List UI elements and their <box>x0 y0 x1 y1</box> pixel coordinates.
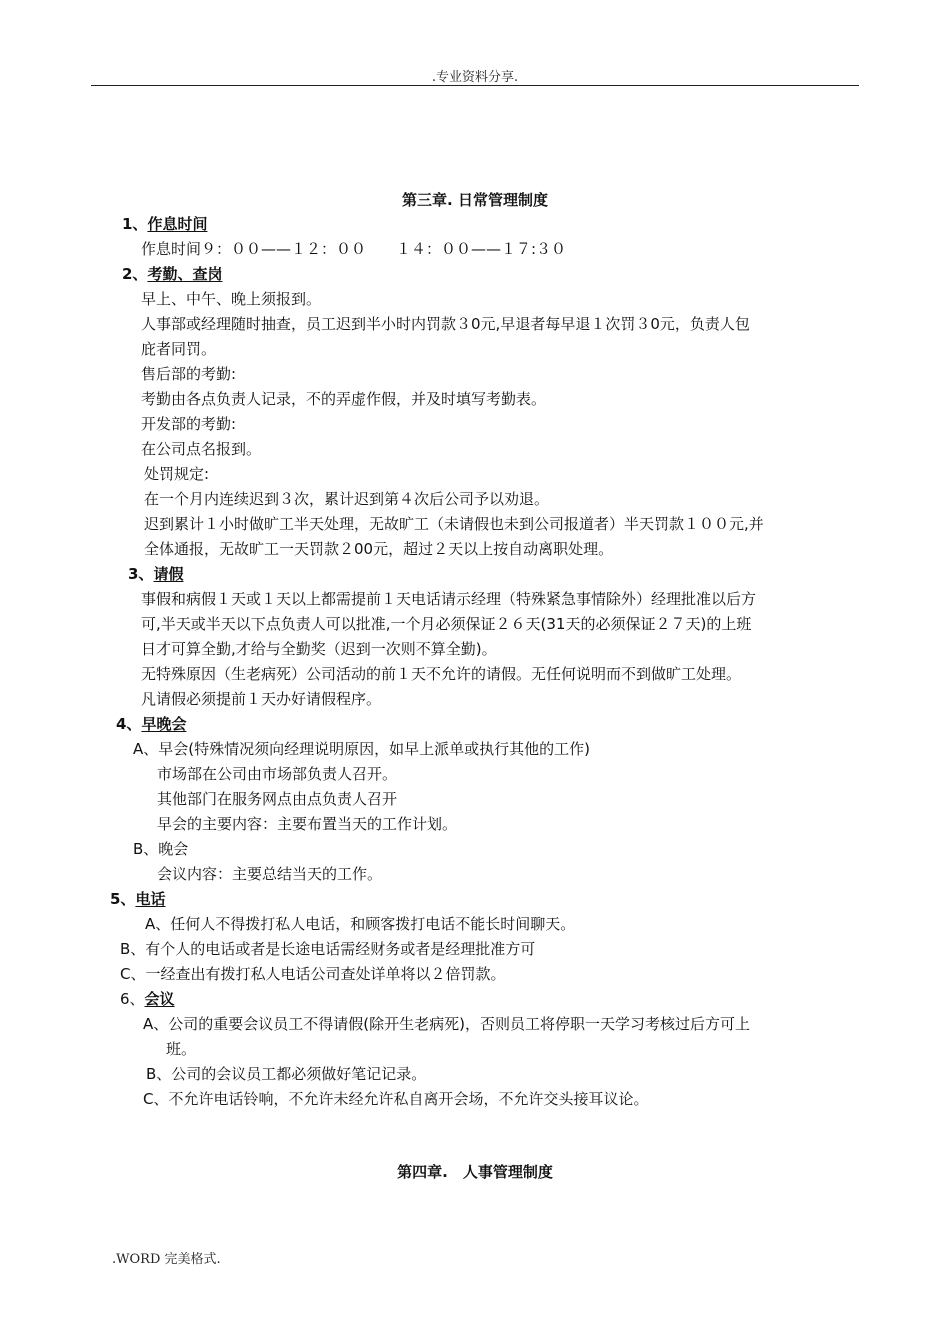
section-4-line: 早会的主要内容：主要布置当天的工作计划。 <box>157 815 458 833</box>
section-6-title: 会议 <box>144 990 175 1008</box>
section-6-line: C、不允许电话铃响，不允许未经允许私自离开会场，不允许交头接耳议论。 <box>143 1090 649 1108</box>
section-5-number: 5、 <box>110 890 136 908</box>
section-2-line: 庇者同罚。 <box>141 340 217 358</box>
section-2-line: 售后部的考勤: <box>141 365 237 383</box>
section-5-title: 电话 <box>135 890 166 908</box>
section-1-heading <box>122 214 207 234</box>
section-5-heading <box>110 889 165 909</box>
section-2-line: 人事部或经理随时抽查，员工迟到半小时内罚款３0元,早退者每早退１次罚３0元，负责人包 <box>141 315 750 333</box>
chapter-3-title: 第三章. 日常管理制度 <box>402 191 548 209</box>
section-4-line: 会议内容：主要总结当天的工作。 <box>157 865 383 883</box>
section-3-line: 可,半天或半天以下点负责人可以批准,一个月必须保证２６天(31天的必须保证２７天)的上班 <box>141 615 752 633</box>
section-4-title: 早晚会 <box>141 715 187 733</box>
section-3-line: 日才可算全勤,才给与全勤奖（迟到一次则不算全勤)。 <box>141 640 497 658</box>
section-2-line: 处罚规定: <box>144 465 210 483</box>
page-header: .专业资料分享. <box>431 70 519 85</box>
section-4-line: 其他部门在服务网点由点负责人召开 <box>157 790 398 808</box>
section-2-line: 早上、中午、晚上须报到。 <box>141 290 322 308</box>
section-1-title: 作息时间 <box>147 215 208 233</box>
section-6-heading <box>120 989 175 1009</box>
section-2-line: 开发部的考勤: <box>141 415 237 433</box>
section-1-line: 作息时间９：００——１２：００ １４：００——１７:３０ <box>141 240 567 258</box>
chapter-4-title: 第四章. 人事管理制度 <box>397 1163 553 1181</box>
section-4-number: 4、 <box>116 715 142 733</box>
section-2-line: 全体通报，无故旷工一天罚款２00元，超过２天以上按自动离职处理。 <box>144 540 614 558</box>
section-4-line: A、早会(特殊情况须向经理说明原因，如早上派单或执行其他的工作) <box>133 740 590 758</box>
section-5-line: B、有个人的电话或者是长途电话需经财务或者是经理批准方可 <box>120 940 536 958</box>
section-4-line: B、晚会 <box>133 840 189 858</box>
header-divider <box>91 85 859 86</box>
section-3-line: 事假和病假１天或１天以上都需提前１天电话请示经理（特殊紧急事情除外）经理批准以后方 <box>141 590 757 608</box>
section-1-number: 1、 <box>122 215 148 233</box>
section-4-line: 市场部在公司由市场部负责人召开。 <box>157 765 398 783</box>
section-3-heading <box>128 564 183 584</box>
section-3-line: 凡请假必须提前１天办好请假程序。 <box>141 690 382 708</box>
section-4-heading <box>116 714 186 734</box>
section-3-title: 请假 <box>153 565 184 583</box>
section-3-number: 3、 <box>128 565 154 583</box>
section-2-heading <box>122 264 222 284</box>
section-2-line: 考勤由各点负责人记录，不的弄虚作假，并及时填写考勤表。 <box>141 390 547 408</box>
section-2-line: 在公司点名报到。 <box>141 440 262 458</box>
section-5-line: A、任何人不得拨打私人电话，和顾客拨打电话不能长时间聊天。 <box>145 915 576 933</box>
section-3-line: 无特殊原因（生老病死）公司活动的前１天不允许的请假。无任何说明而不到做旷工处理。 <box>141 665 742 683</box>
page-footer: .WORD 完美格式. <box>112 1252 221 1267</box>
section-5-line: C、一经查出有拨打私人电话公司查处详单将以２倍罚款。 <box>120 965 506 983</box>
section-2-line: 在一个月内连续迟到３次，累计迟到第４次后公司予以劝退。 <box>144 490 550 508</box>
section-2-line: 迟到累计１小时做旷工半天处理，无故旷工（未请假也未到公司报道者）半天罚款１００元,并 <box>144 515 764 533</box>
section-2-title: 考勤、查岗 <box>147 265 223 283</box>
section-2-number: 2、 <box>122 265 148 283</box>
section-6-number: 6、 <box>120 990 145 1008</box>
section-6-line: A、公司的重要会议员工不得请假(除开生老病死)，否则员工将停职一天学习考核过后方可上 <box>143 1015 750 1033</box>
section-6-line: B、公司的会议员工都必须做好笔记记录。 <box>146 1065 427 1083</box>
section-6-line: 班。 <box>166 1040 197 1058</box>
